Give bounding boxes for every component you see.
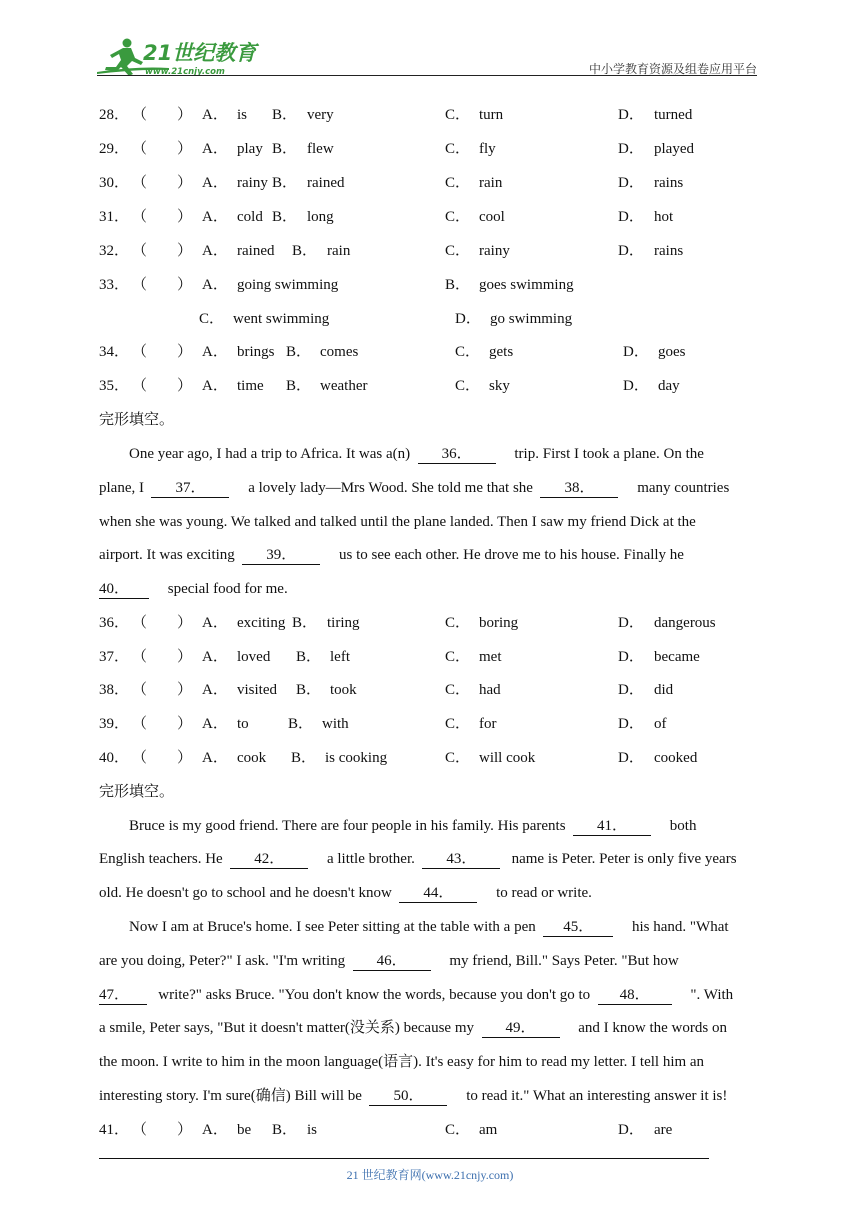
- option-a-text: play: [237, 141, 263, 157]
- option-d-label: D．: [618, 615, 644, 631]
- option-b-text: took: [330, 682, 357, 698]
- passage-line: [99, 985, 733, 1005]
- header-rule: [97, 75, 757, 76]
- question-number: 31．: [99, 209, 130, 225]
- passage-text: English teachers. He: [99, 851, 223, 867]
- blank-50: 50．: [369, 1088, 447, 1106]
- blank-36: 36．: [418, 446, 496, 464]
- footer-rule: [99, 1158, 709, 1159]
- passage-text: plane, I: [99, 480, 144, 496]
- blank-41: 41．: [573, 818, 651, 836]
- answer-bracket: （ ）: [132, 1122, 193, 1138]
- option-a-label: A．: [202, 615, 228, 631]
- option-a-label: A．: [202, 378, 228, 394]
- option-a-label: A．: [202, 107, 228, 123]
- option-b-label: B．: [286, 344, 312, 360]
- passage-line: [129, 816, 696, 836]
- option-d-label: D．: [618, 1122, 644, 1138]
- option-d-text: did: [654, 682, 674, 698]
- passage-line: [99, 478, 729, 498]
- option-c-label: C．: [445, 615, 471, 631]
- option-b-text: flew: [307, 141, 334, 157]
- option-b-text: tiring: [327, 615, 360, 631]
- option-c-label: C．: [445, 1122, 471, 1138]
- option-d-text: goes: [658, 344, 686, 360]
- option-b-text: is cooking: [325, 750, 388, 766]
- option-a-label: A．: [202, 1122, 228, 1138]
- question-number: 30．: [99, 175, 130, 191]
- blank-42: 42．: [230, 851, 308, 869]
- passage-text: One year ago, I had a trip to Africa. It was a(n): [129, 446, 411, 462]
- blank-40: 40．: [99, 581, 149, 599]
- option-c-label: C．: [445, 243, 471, 259]
- option-b-text: goes swimming: [479, 277, 574, 293]
- option-c-label: C．: [455, 344, 481, 360]
- option-c-label: C．: [445, 107, 471, 123]
- option-c-label: C．: [445, 141, 471, 157]
- blank-47: 47．: [99, 987, 147, 1005]
- option-a-label: A．: [202, 649, 228, 665]
- question-number: 41．: [99, 1122, 130, 1138]
- option-c-label: C．: [445, 209, 471, 225]
- option-b-label: B．: [272, 1122, 298, 1138]
- blank-39: 39．: [242, 547, 320, 565]
- answer-bracket: （ ）: [132, 175, 193, 191]
- option-c-text: for: [479, 716, 497, 732]
- answer-bracket: （ ）: [132, 243, 193, 259]
- passage-text: a smile, Peter says, "But it doesn't matter(没关系) because my: [99, 1020, 474, 1036]
- option-c-label: C．: [445, 750, 471, 766]
- option-a-text: is: [237, 107, 248, 123]
- option-c-text: rainy: [479, 243, 510, 259]
- passage-text: both: [669, 818, 697, 834]
- section-title: 完形填空。: [99, 412, 175, 428]
- passage-text: are you doing, Peter?" I ask. "I'm writing: [99, 953, 346, 969]
- option-d-text: of: [654, 716, 667, 732]
- passage-text: many countries: [637, 480, 730, 496]
- option-b-label: B．: [272, 141, 298, 157]
- option-a-text: to: [237, 716, 249, 732]
- option-b-text: comes: [320, 344, 359, 360]
- page-header: [97, 32, 757, 78]
- option-b-label: B．: [296, 649, 322, 665]
- passage-text: to read it." What an interesting answer it is!: [466, 1088, 728, 1104]
- option-d-label: D．: [618, 141, 644, 157]
- platform-title: 中小学教育资源及组卷应用平台: [588, 62, 757, 76]
- passage-line: [99, 1018, 727, 1038]
- passage-line: [99, 579, 288, 599]
- option-d-label: D．: [618, 682, 644, 698]
- svg-text:21世纪教育: 21世纪教育: [143, 41, 257, 65]
- option-c-label: C．: [445, 716, 471, 732]
- option-c-label: C．: [445, 175, 471, 191]
- option-d-label: D．: [623, 378, 649, 394]
- option-c-text: fly: [479, 141, 496, 157]
- option-c-label: C．: [199, 311, 225, 327]
- option-d-label: D．: [455, 311, 481, 327]
- section-title: 完形填空。: [99, 784, 175, 800]
- option-b-text: rained: [307, 175, 345, 191]
- option-c-text: am: [479, 1122, 498, 1138]
- option-a-text: time: [237, 378, 264, 394]
- option-d-label: D．: [618, 649, 644, 665]
- answer-bracket: （ ）: [132, 209, 193, 225]
- option-d-text: rains: [654, 243, 684, 259]
- question-number: 40．: [99, 750, 130, 766]
- option-d-text: dangerous: [654, 615, 716, 631]
- option-d-label: D．: [618, 209, 644, 225]
- answer-bracket: （ ）: [132, 378, 193, 394]
- question-number: 37．: [99, 649, 130, 665]
- option-d-label: D．: [618, 107, 644, 123]
- option-c-text: will cook: [479, 750, 536, 766]
- option-a-label: A．: [202, 716, 228, 732]
- option-d-label: D．: [618, 716, 644, 732]
- passage-text: his hand. "What: [632, 919, 729, 935]
- option-b-text: weather: [320, 378, 368, 394]
- option-d-text: are: [654, 1122, 673, 1138]
- option-a-label: A．: [202, 175, 228, 191]
- option-b-label: B．: [291, 750, 317, 766]
- footer-link[interactable]: 21 世纪教育网(www.21cnjy.com): [346, 1168, 514, 1182]
- option-b-text: very: [307, 107, 334, 123]
- option-c-text: sky: [489, 378, 510, 394]
- option-b-text: rain: [327, 243, 351, 259]
- option-d-text: turned: [654, 107, 693, 123]
- passage-text: us to see each other. He drove me to his house. Finally he: [339, 547, 684, 563]
- option-d-text: cooked: [654, 750, 698, 766]
- passage-text: a lovely lady—Mrs Wood. She told me that she: [248, 480, 533, 496]
- answer-bracket: （ ）: [132, 682, 193, 698]
- option-c-text: went swimming: [233, 311, 330, 327]
- option-b-text: is: [307, 1122, 318, 1138]
- blank-48: 48．: [598, 987, 672, 1005]
- answer-bracket: （ ）: [132, 649, 193, 665]
- passage-line: the moon. I write to him in the moon language(语言). It's easy for him to read my letter. I tell him an: [99, 1054, 705, 1070]
- svg-text:www.21cnjy.com: www.21cnjy.com: [145, 67, 225, 77]
- option-a-label: A．: [202, 344, 228, 360]
- option-d-label: D．: [618, 175, 644, 191]
- passage-line: [99, 545, 684, 565]
- question-number: 38．: [99, 682, 130, 698]
- option-b-label: B．: [292, 243, 318, 259]
- passage-text: interesting story. I'm sure(确信) Bill will be: [99, 1088, 362, 1104]
- option-a-label: A．: [202, 243, 228, 259]
- option-d-text: rains: [654, 175, 684, 191]
- option-d-label: D．: [623, 344, 649, 360]
- question-number: 28．: [99, 107, 130, 123]
- option-c-label: C．: [445, 649, 471, 665]
- question-number: 39．: [99, 716, 130, 732]
- blank-43: 43．: [422, 851, 500, 869]
- blank-38: 38．: [540, 480, 618, 498]
- option-d-label: D．: [618, 750, 644, 766]
- passage-text: write?" asks Bruce. "You don't know the words, because you don't go to: [158, 987, 591, 1003]
- option-a-text: rained: [237, 243, 275, 259]
- option-d-text: go swimming: [490, 311, 573, 327]
- option-c-text: gets: [489, 344, 514, 360]
- passage-line: [99, 1086, 727, 1106]
- option-a-label: A．: [202, 277, 228, 293]
- passage-text: to read or write.: [496, 885, 592, 901]
- blank-46: 46．: [353, 953, 431, 971]
- option-b-label: B．: [272, 209, 298, 225]
- option-a-label: A．: [202, 682, 228, 698]
- passage-text: trip. First I took a plane. On the: [514, 446, 704, 462]
- option-c-text: rain: [479, 175, 503, 191]
- option-b-label: B．: [286, 378, 312, 394]
- answer-bracket: （ ）: [132, 141, 193, 157]
- option-a-text: loved: [237, 649, 271, 665]
- blank-37: 37．: [151, 480, 229, 498]
- blank-44: 44．: [399, 885, 477, 903]
- option-b-label: B．: [292, 615, 318, 631]
- passage-text: airport. It was exciting: [99, 547, 235, 563]
- passage-line: [99, 951, 679, 971]
- option-c-label: C．: [455, 378, 481, 394]
- option-b-label: B．: [445, 277, 471, 293]
- option-d-text: became: [654, 649, 700, 665]
- passage-text: Now I am at Bruce's home. I see Peter sitting at the table with a pen: [129, 919, 536, 935]
- option-d-text: day: [658, 378, 680, 394]
- answer-bracket: （ ）: [132, 615, 193, 631]
- option-c-text: boring: [479, 615, 519, 631]
- passage-line: [129, 917, 729, 937]
- option-a-text: exciting: [237, 615, 286, 631]
- option-b-label: B．: [272, 175, 298, 191]
- passage-line: [99, 883, 592, 903]
- option-b-text: left: [330, 649, 350, 665]
- option-c-text: cool: [479, 209, 505, 225]
- option-d-label: D．: [618, 243, 644, 259]
- option-b-text: with: [322, 716, 349, 732]
- passage-line: [99, 849, 737, 869]
- option-b-label: B．: [272, 107, 298, 123]
- option-a-text: cook: [237, 750, 267, 766]
- passage-text: and I know the words on: [578, 1020, 727, 1036]
- passage-text: Bruce is my good friend. There are four people in his family. His parents: [129, 818, 566, 834]
- option-d-text: played: [654, 141, 694, 157]
- answer-bracket: （ ）: [132, 277, 193, 293]
- answer-bracket: （ ）: [132, 716, 193, 732]
- option-a-label: A．: [202, 750, 228, 766]
- passage-text: a little brother.: [326, 851, 415, 867]
- answer-bracket: （ ）: [132, 344, 193, 360]
- answer-bracket: （ ）: [132, 750, 193, 766]
- passage-line: when she was young. We talked and talked until the plane landed. Then I saw my friend Dick at the: [99, 514, 696, 530]
- passage-text: my friend, Bill." Says Peter. "But how: [449, 953, 679, 969]
- option-a-text: cold: [237, 209, 263, 225]
- passage-text: name is Peter. Peter is only five years: [511, 851, 737, 867]
- option-d-text: hot: [654, 209, 674, 225]
- option-c-text: had: [479, 682, 501, 698]
- passage-text: special food for me.: [167, 581, 288, 597]
- option-a-text: visited: [237, 682, 277, 698]
- option-a-text: rainy: [237, 175, 268, 191]
- option-c-label: C．: [445, 682, 471, 698]
- option-b-text: long: [307, 209, 334, 225]
- question-number: 34．: [99, 344, 130, 360]
- question-number: 32．: [99, 243, 130, 259]
- option-a-text: brings: [237, 344, 275, 360]
- passage-line: [129, 444, 704, 464]
- option-a-label: A．: [202, 209, 228, 225]
- passage-text: old. He doesn't go to school and he doesn't know: [99, 885, 392, 901]
- option-a-text: be: [237, 1122, 252, 1138]
- option-b-label: B．: [296, 682, 322, 698]
- answer-bracket: （ ）: [132, 107, 193, 123]
- option-a-label: A．: [202, 141, 228, 157]
- option-a-text: going swimming: [237, 277, 339, 293]
- blank-49: 49．: [482, 1020, 560, 1038]
- logo-icon: [97, 36, 267, 78]
- option-c-text: turn: [479, 107, 504, 123]
- option-c-text: met: [479, 649, 502, 665]
- blank-45: 45．: [543, 919, 613, 937]
- question-number: 33．: [99, 277, 130, 293]
- option-b-label: B．: [288, 716, 314, 732]
- passage-text: ". With: [690, 987, 734, 1003]
- question-number: 29．: [99, 141, 130, 157]
- question-number: 36．: [99, 615, 130, 631]
- question-number: 35．: [99, 378, 130, 394]
